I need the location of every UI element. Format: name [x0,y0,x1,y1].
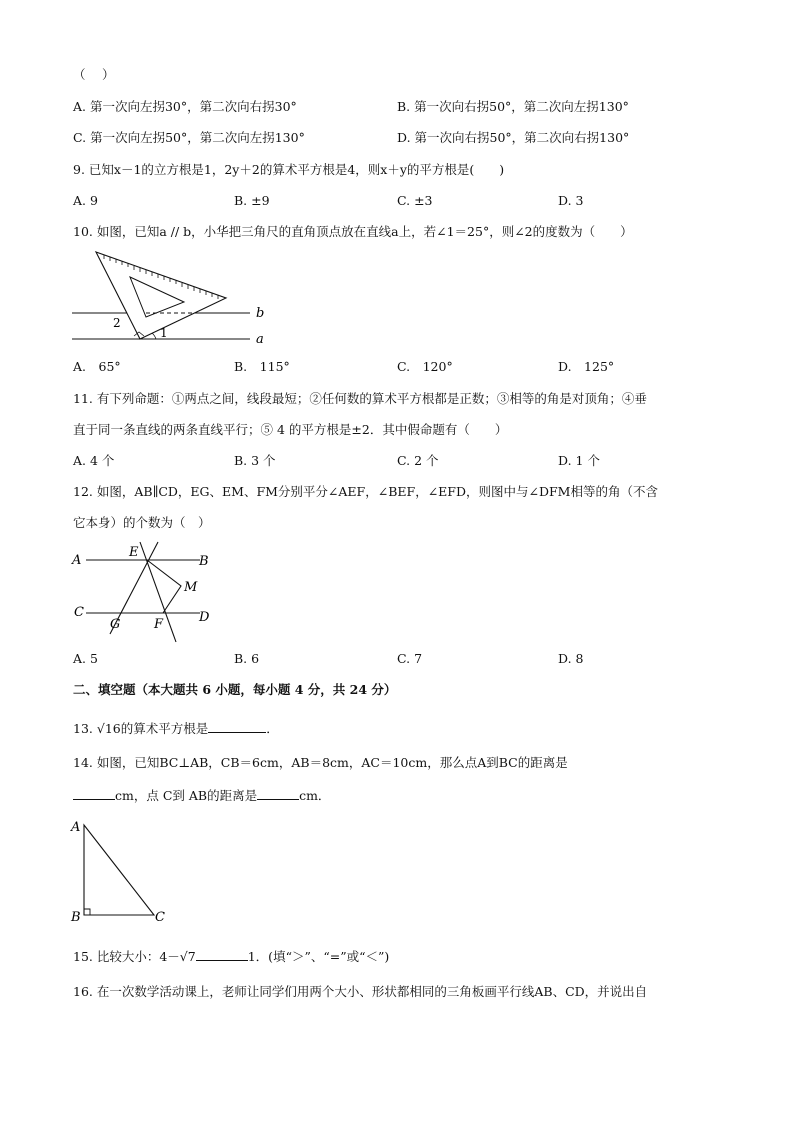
label-g: G [110,617,121,632]
q14-answer-blank-2[interactable] [257,785,299,800]
label-b: b [256,306,265,321]
q12-option-d: D. 8 [558,651,584,666]
q8-option-d: D. 第一次向右拐50°，第二次向右拐130° [397,130,630,145]
triangle-abc [84,825,154,915]
q13-answer-blank[interactable] [208,718,266,733]
q9-option-c: C. ±3 [397,193,433,208]
q10-figure [68,247,278,347]
q10-option-b: B. 115° [234,359,290,374]
label-f: F [154,617,164,632]
q9-option-b: B. ±9 [234,193,270,208]
q12-stem-line2: 它本身）的个数为（ ） [73,515,211,530]
label-b: B [71,910,81,925]
q8-option-c: C. 第一次向左拐50°，第二次向左拐130° [73,130,305,145]
q9-stem: 9. 已知x－1的立方根是1，2y＋2的算术平方根是4，则x＋y的平方根是( ) [73,162,505,177]
q12-option-c: C. 7 [397,651,423,666]
q12-stem-line1: 12. 如图，AB∥CD，EG、EM、FM分别平分∠AEF，∠BEF，∠EFD，则图中与∠DFM相等的角（不含 [73,484,658,499]
q11-stem-line2: 直于同一条直线的两条直线平行；⑤ 4 的平方根是±2．其中假命题有（ ） [73,422,508,437]
angle1-arc [152,333,156,339]
q14-line2-part2: cm． [299,788,331,803]
q10-stem: 10. 如图，已知a // b，小华把三角尺的直角顶点放在直线a上，若∠1＝25°，则∠2的度数为（ ） [73,224,633,239]
label-c: C [155,910,165,925]
label-c: C [74,605,84,620]
label-b: B [199,554,209,569]
q8-option-a: A. 第一次向左拐30°，第二次向右拐30° [73,99,297,114]
q10-option-a: A. 65° [73,359,121,374]
q13-radical: √16 [96,721,121,736]
q9-option-a: A. 9 [73,193,98,208]
q14-line2-part1: cm，点 C到 AB的距离是 [115,788,258,803]
label-a: a [256,332,264,347]
q12-option-a: A. 5 [73,651,98,666]
label-a: A [72,553,82,568]
q15-suffix: 1．(填“＞”、“=”或“＜”) [247,949,390,964]
label-a: A [71,820,81,835]
q8-option-b: B. 第一次向右拐50°，第二次向左拐130° [397,99,629,114]
q14-answer-blank-1[interactable] [73,785,115,800]
q14-line2 [73,785,330,805]
label-angle1: 1 [160,326,168,340]
q15-answer-blank[interactable] [196,946,248,961]
q13-end: ． [266,721,279,736]
q12-figure [68,538,228,646]
q12-option-b: B. 6 [234,651,260,666]
q11-option-a: A. 4 个 [73,453,115,468]
q10-option-d: D. 125° [558,359,615,374]
q11-option-c: C. 2 个 [397,453,439,468]
q14-stem-line1: 14. 如图，已知BC⊥AB，CB＝6cm，AB＝8cm，AC＝10cm，那么点A到BC的距离是 [73,755,568,770]
q14-figure [66,815,176,925]
q10-option-c: C. 120° [397,359,453,374]
q8-tail: （ ） [73,67,115,82]
right-angle-mark [84,909,90,915]
q11-option-d: D. 1 个 [558,453,600,468]
label-angle2: 2 [113,316,121,330]
label-e: E [129,545,139,560]
label-d: D [199,610,210,625]
section2-title: 二、填空题（本大题共 6 小题，每小题 4 分，共 24 分） [73,682,397,697]
q9-option-d: D. 3 [558,193,584,208]
q13-line [73,718,279,738]
q13-suffix: 的算术平方根是 [120,721,209,736]
line-em-fm [147,560,181,613]
q11-option-b: B. 3 个 [234,453,276,468]
q15-line [73,946,389,966]
q16-stem-line1: 16. 在一次数学活动课上，老师让同学们用两个大小、形状都相同的三角板画平行线AB、CD，并说出自 [73,984,648,999]
q13-prefix: 13. [73,721,93,736]
q15-prefix: 15. 比较大小：4－√7 [73,949,196,964]
label-m: M [184,580,198,595]
q11-stem-line1: 11. 有下列命题：①两点之间，线段最短；②任何数的算术平方根都是正数；③相等的角是对顶角；④垂 [73,391,647,406]
